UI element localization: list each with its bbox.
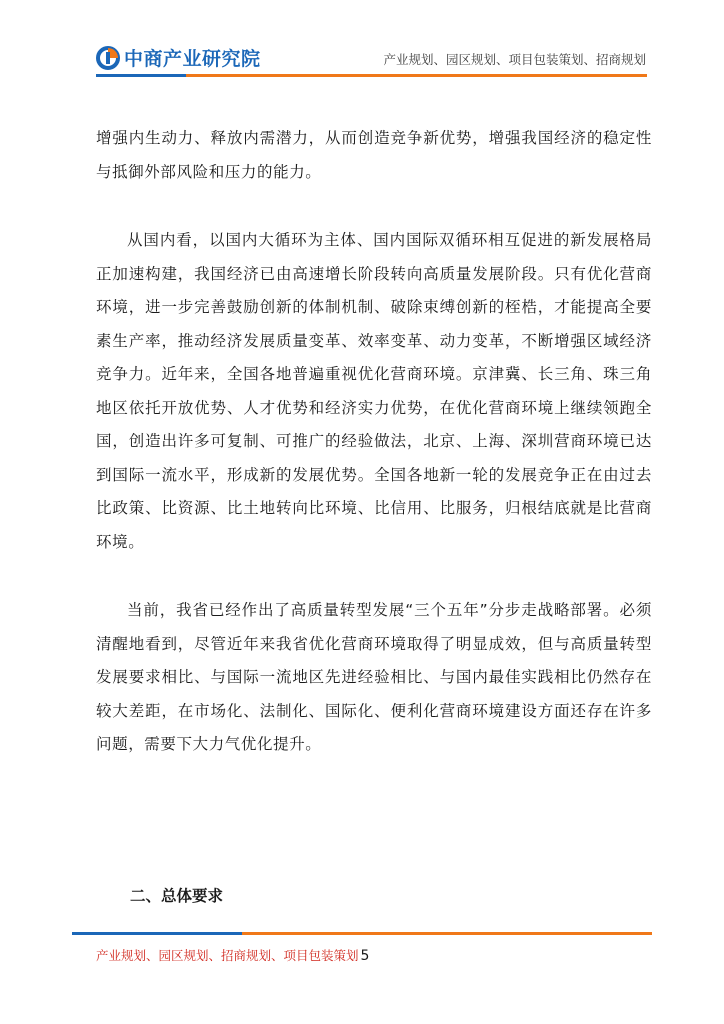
footer-rule-accent [72,932,242,935]
header-rule-accent [96,74,186,77]
footer-tagline: 产业规划、园区规划、招商规划、项目包装策划 [96,948,359,963]
paragraph-continued: 增强内生动力、释放内需潜力，从而创造竞争新优势，增强我国经济的稳定性与抵御外部风险和压力的能力。 [96,129,652,181]
footer-rule [242,932,652,935]
section-heading: 二、总体要求 [130,887,224,905]
page-footer [96,946,369,964]
logo [96,44,261,71]
page-number: 5 [360,948,370,964]
paragraph-current-situation: 当前，我省已经作出了高质量转型发展“三个五年”分步走战略部署。必须清醒地看到，尽管近年来我省优化营商环境取得了明显成效，但与高质量转型发展要求相比、与国际一流地区先进经验相比、与国内最佳实践相比仍然存在较大差距，在市场化、法制化、国际化、便利化营商环境建设方面还存在许多问题，需要下大力气优化提升。 [96,601,652,753]
logo-icon [96,46,120,70]
logo-text: 中商产业研究院 [124,48,261,70]
document-body [96,122,652,762]
header-tagline: 产业规划、园区规划、项目包装策划、招商规划 [383,52,646,67]
page-header [0,0,724,90]
paragraph-domestic-outlook: 从国内看，以国内大循环为主体、国内国际双循环相互促进的新发展格局正加速构建，我国经济已由高速增长阶段转向高质量发展阶段。只有优化营商环境，进一步完善鼓励创新的体制机制、破除束缚创新的桎梏，才能提高全要素生产率，推动经济发展质量变革、效率变革、动力变革，不断增强区域经济竞争力。近年来，全国各地普遍重视优化营商环境。京津冀、长三角、珠三角地区依托开放优势、人才优势和经济实力优势，在优化营商环境上继续领跑全国，创造出许多可复制、可推广的经验做法，北京、上海、深圳营商环境已达到国际一流水平，形成新的发展优势。全国各地新一轮的发展竞争正在由过去比政策、比资源、比土地转向比环境、比信用、比服务，归根结底就是比营商环境。 [96,231,652,551]
